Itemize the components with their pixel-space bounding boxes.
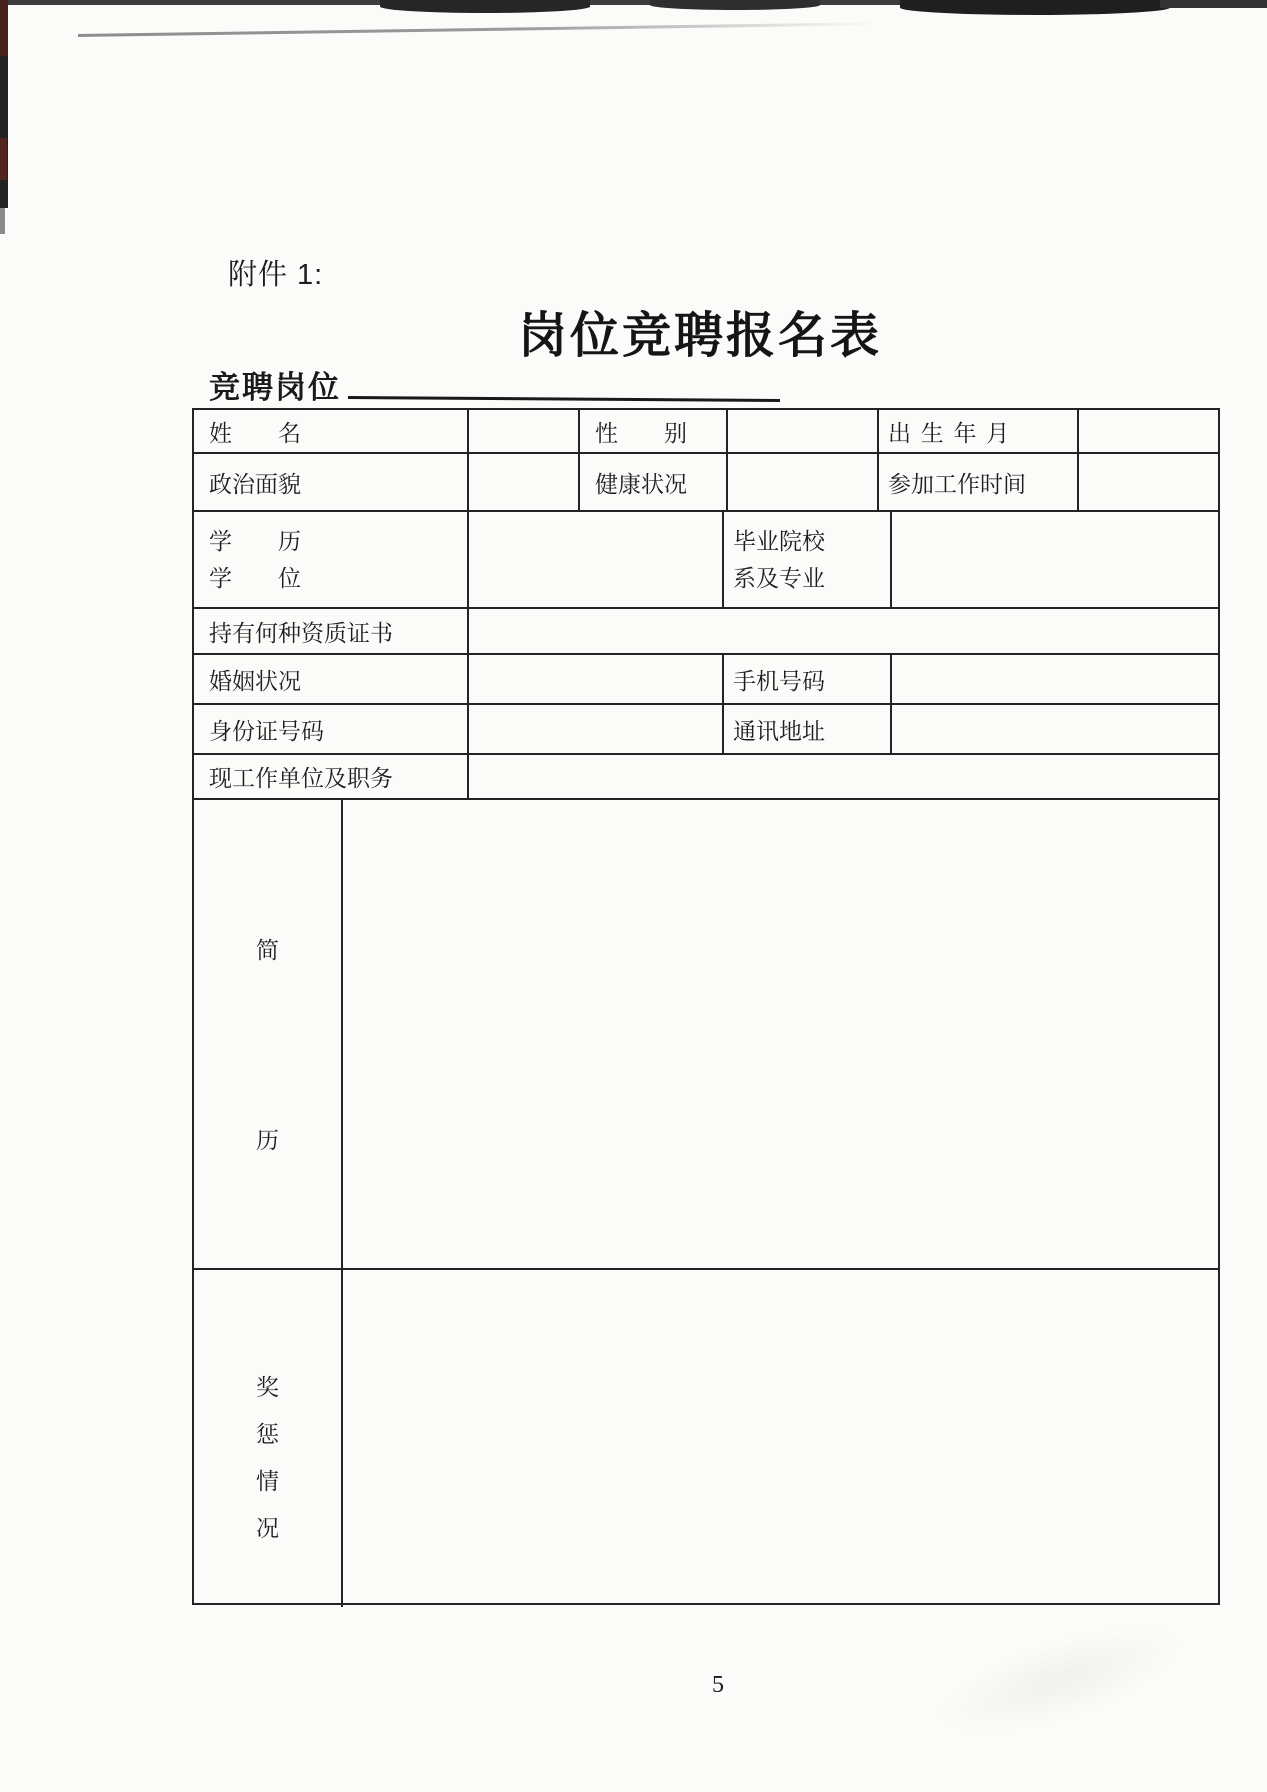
table-row	[194, 410, 1218, 454]
certificates-label-cell: 持有何种资质证书	[194, 609, 469, 653]
scan-artifact-blob	[900, 0, 1170, 15]
education-degree-value-cell	[469, 512, 724, 607]
work-start-time-label-cell: 参加工作时间	[879, 454, 1079, 510]
name-label-cell: 姓 名	[194, 410, 469, 452]
work-unit-value-cell	[469, 755, 1218, 798]
table-row	[194, 800, 1218, 1270]
mobile-number-label-cell: 手机号码	[724, 655, 892, 703]
gender-value-cell	[728, 410, 879, 452]
mobile-number-value-cell	[892, 655, 1218, 703]
mailing-address-label-cell: 通讯地址	[724, 705, 892, 753]
table-row	[194, 755, 1218, 800]
school-major-label-cell	[724, 512, 892, 607]
page-number: 5	[712, 1672, 724, 1698]
political-status-label-cell: 政治面貌	[194, 454, 469, 510]
form-title: 岗位竞聘报名表	[518, 308, 883, 363]
application-form-table	[192, 408, 1220, 1605]
table-row	[194, 512, 1218, 609]
id-number-value-cell	[469, 705, 724, 753]
political-status-value-cell	[469, 454, 580, 510]
health-status-label-cell: 健康状况	[580, 454, 728, 510]
table-row	[194, 655, 1218, 705]
scan-artifact-left-red-mark	[0, 0, 8, 56]
school-major-value-cell	[892, 512, 1218, 607]
marital-status-label-cell: 婚姻状况	[194, 655, 469, 703]
resume-label-char: 简	[256, 938, 279, 963]
school-label-line: 毕业院校	[733, 528, 825, 554]
health-status-value-cell	[728, 454, 879, 510]
scan-artifact-blob	[380, 0, 590, 13]
scan-artifact-blob	[650, 0, 820, 10]
gender-label-cell: 性 别	[580, 410, 728, 452]
table-row	[194, 609, 1218, 655]
scan-artifact-left-tail	[0, 208, 5, 234]
marital-status-value-cell	[469, 655, 724, 703]
certificates-value-cell	[469, 609, 1218, 653]
position-field-label: 竞聘岗位	[209, 370, 341, 405]
degree-label-line: 学 位	[209, 565, 301, 591]
position-field-underline	[348, 396, 780, 402]
education-degree-label-cell	[194, 512, 469, 607]
major-label-line: 系及专业	[733, 565, 825, 591]
birthdate-value-cell	[1079, 410, 1218, 452]
work-start-time-value-cell	[1079, 454, 1218, 510]
work-unit-label-cell: 现工作单位及职务	[194, 755, 469, 798]
name-value-cell	[469, 410, 580, 452]
scan-artifact-line	[78, 22, 878, 37]
scan-artifact-smudge	[924, 1602, 1196, 1758]
resume-label-cell	[194, 800, 343, 1268]
rewards-label-char: 情	[256, 1469, 279, 1494]
table-row	[194, 1270, 1218, 1607]
mailing-address-value-cell	[892, 705, 1218, 753]
scan-artifact-blob	[1160, 0, 1267, 8]
education-label-line: 学 历	[209, 528, 301, 554]
id-number-label-cell: 身份证号码	[194, 705, 469, 753]
scan-artifact-left-red-mark	[0, 138, 7, 180]
table-row	[194, 705, 1218, 755]
rewards-label-char: 况	[256, 1516, 279, 1541]
birthdate-label-cell: 出 生 年 月	[879, 410, 1079, 452]
attachment-label: 附件 1:	[228, 259, 324, 291]
rewards-label-char: 奖	[256, 1375, 279, 1400]
table-row	[194, 454, 1218, 512]
rewards-punishments-content-cell	[343, 1270, 1218, 1607]
rewards-label-char: 惩	[256, 1422, 279, 1447]
rewards-punishments-label-cell	[194, 1270, 343, 1607]
resume-content-cell	[343, 800, 1218, 1268]
resume-label-char: 历	[256, 1128, 279, 1153]
